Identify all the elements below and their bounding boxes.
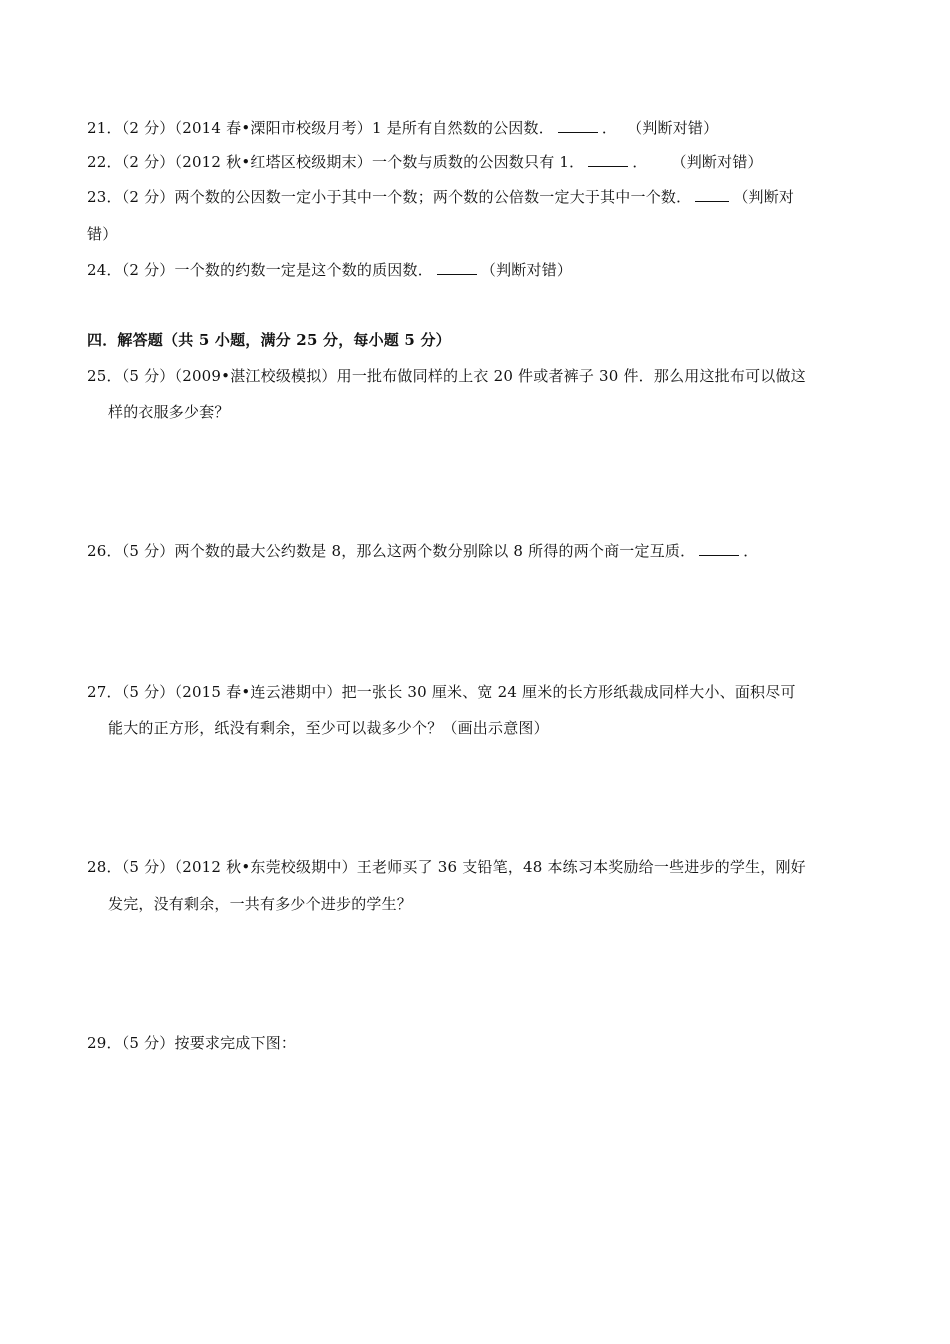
question-source: （2012 秋•东莞校级期中） — [174, 858, 357, 876]
question-25 — [87, 366, 867, 386]
question-score: （2 分） — [121, 119, 175, 137]
question-score: （2 分） — [121, 261, 175, 279]
answer-blank[interactable] — [437, 260, 477, 275]
question-number: 25． — [87, 367, 122, 385]
section-heading: 四．解答题（共 5 小题，满分 25 分，每小题 5 分） — [87, 331, 451, 349]
answer-blank[interactable] — [588, 152, 628, 167]
question-text: 王老师买了 36 支铅笔，48 本练习本奖励给一些进步的学生，刚好 — [356, 858, 806, 876]
question-number: 29． — [87, 1034, 122, 1052]
question-27-continued: 能大的正方形，纸没有剩余，至少可以裁多少个？（画出示意图） — [108, 719, 549, 737]
question-text: 把一张长 30 厘米、宽 24 厘米的长方形纸裁成同样大小、面积尽可 — [341, 683, 796, 701]
question-text: 两个数的公因数一定小于其中一个数；两个数的公倍数一定大于其中一个数． — [174, 188, 692, 206]
question-number: 24． — [87, 261, 122, 279]
question-text: 用一批布做同样的上衣 20 件或者裤子 30 件．那么用这批布可以做这 — [336, 367, 806, 385]
question-26 — [87, 541, 867, 561]
question-29 — [87, 1033, 867, 1053]
question-27 — [87, 682, 867, 702]
question-source: （2012 秋•红塔区校级期末） — [174, 153, 372, 171]
question-number: 23． — [87, 188, 122, 206]
question-hint: （判断对错） — [671, 153, 763, 171]
question-source: （2009•湛江校级模拟） — [174, 367, 337, 385]
question-28-continued: 发完，没有剩余，一共有多少个进步的学生？ — [108, 895, 413, 913]
question-hint: （判断对 — [733, 188, 795, 206]
question-score: （5 分） — [121, 683, 175, 701]
question-hint: （判断对错） — [480, 261, 573, 279]
question-score: （5 分） — [121, 542, 175, 560]
question-score: （2 分） — [121, 153, 175, 171]
question-text: 一个数与质数的公因数只有 1． — [372, 153, 585, 171]
question-punct: ． — [743, 542, 759, 560]
question-text: 一个数的约数一定是这个数的质因数． — [174, 261, 433, 279]
question-number: 21． — [87, 119, 122, 137]
question-21 — [87, 118, 867, 138]
question-28 — [87, 857, 867, 877]
question-punct: ． — [601, 119, 618, 137]
question-number: 27． — [87, 683, 122, 701]
question-source: （2014 春•溧阳市校级月考） — [174, 119, 372, 137]
question-score: （5 分） — [121, 858, 175, 876]
question-number: 22． — [87, 153, 122, 171]
question-text: 按要求完成下图： — [174, 1034, 297, 1052]
question-number: 28． — [87, 858, 122, 876]
question-24 — [87, 260, 867, 280]
question-punct: ． — [632, 153, 648, 171]
question-source: （2015 春•连云港期中） — [174, 683, 342, 701]
question-number: 26． — [87, 542, 122, 560]
question-22 — [87, 152, 867, 172]
question-23-continued — [87, 224, 867, 244]
question-23 — [87, 187, 867, 207]
question-hint: 错） — [87, 225, 118, 243]
answer-blank[interactable] — [695, 187, 729, 202]
question-score: （5 分） — [121, 367, 175, 385]
question-25-continued: 样的衣服多少套？ — [108, 403, 230, 421]
question-score: （5 分） — [121, 1034, 175, 1052]
answer-blank[interactable] — [558, 118, 598, 133]
question-text: 1 是所有自然数的公因数． — [372, 119, 554, 137]
question-text: 两个数的最大公约数是 8，那么这两个数分别除以 8 所得的两个商一定互质． — [174, 542, 696, 560]
answer-blank[interactable] — [699, 541, 739, 556]
question-hint: （判断对错） — [627, 119, 719, 137]
question-score: （2 分） — [121, 188, 175, 206]
